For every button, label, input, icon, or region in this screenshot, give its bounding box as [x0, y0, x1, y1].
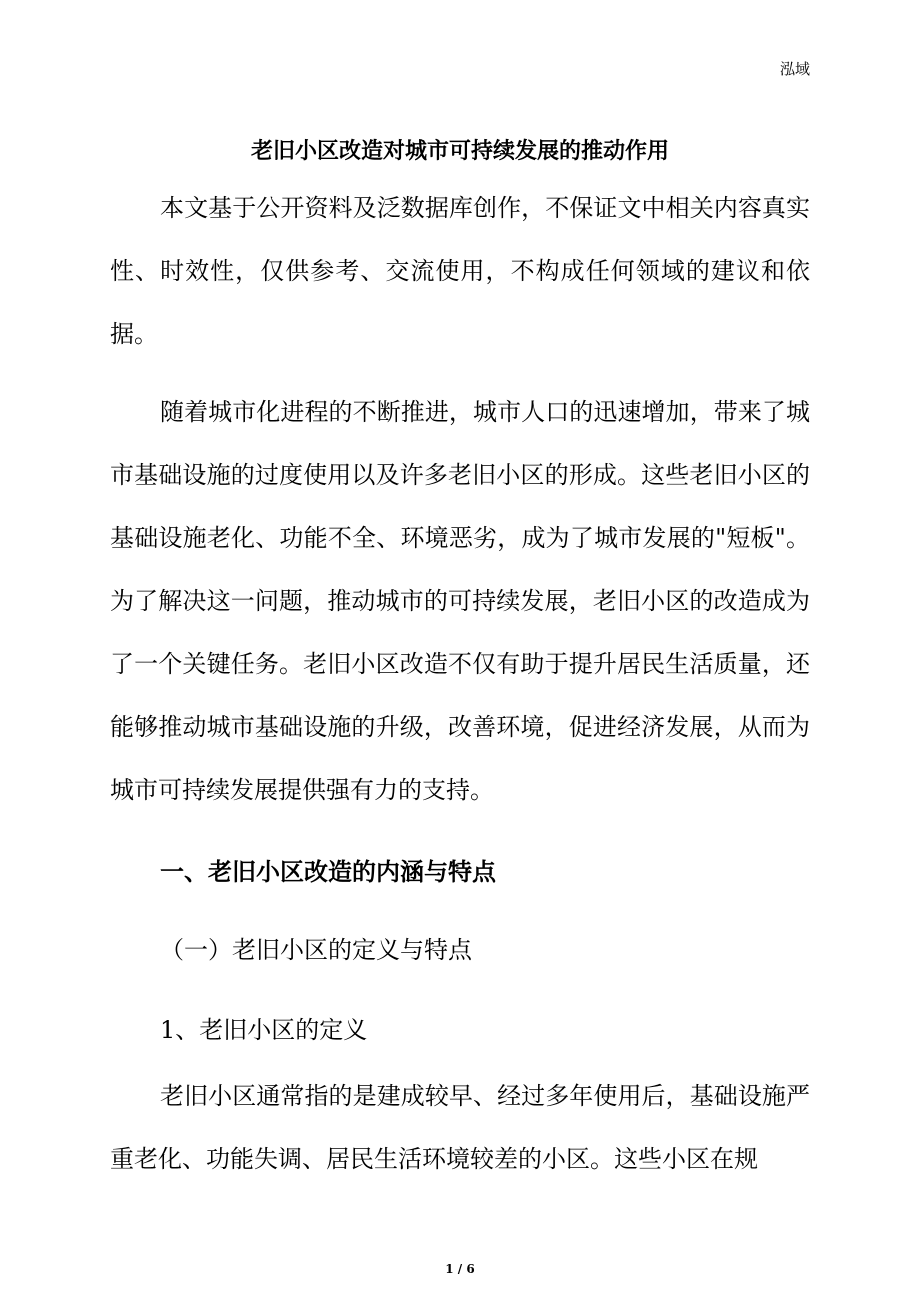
header-brand: 泓域	[779, 60, 810, 78]
document-title: 老旧小区改造对城市可持续发展的推动作用	[250, 139, 669, 164]
intro-paragraph: 随着城市化进程的不断推进，城市人口的迅速增加，带来了城市基础设施的过度使用以及许多老旧小区的形成。这些老旧小区的基础设施老化、功能不全、环境恶劣，成为了城市发展的"短板"。为了解决这一问题，推动城市的可持续发展，老旧小区的改造成为了一个关键任务。老旧小区改造不仅有助于提升居民生活质量，还能够推动城市基础设施的升级，改善环境，促进经济发展，从而为城市可持续发展提供强有力的支持。	[110, 398, 810, 804]
item-heading: 1、老旧小区的定义	[160, 1016, 368, 1044]
section-heading: 一、老旧小区改造的内涵与特点	[160, 858, 496, 886]
definition-paragraph: 老旧小区通常指的是建成较早、经过多年使用后，基础设施严重老化、功能失调、居民生活环境较差的小区。这些小区在规	[110, 1082, 810, 1173]
page-indicator: 1 / 6	[445, 1262, 475, 1276]
subsection-heading: （一）老旧小区的定义与特点	[160, 936, 472, 964]
disclaimer-paragraph: 本文基于公开资料及泛数据库创作，不保证文中相关内容真实性、时效性，仅供参考、交流使用，不构成任何领域的建议和依据。	[110, 194, 810, 348]
